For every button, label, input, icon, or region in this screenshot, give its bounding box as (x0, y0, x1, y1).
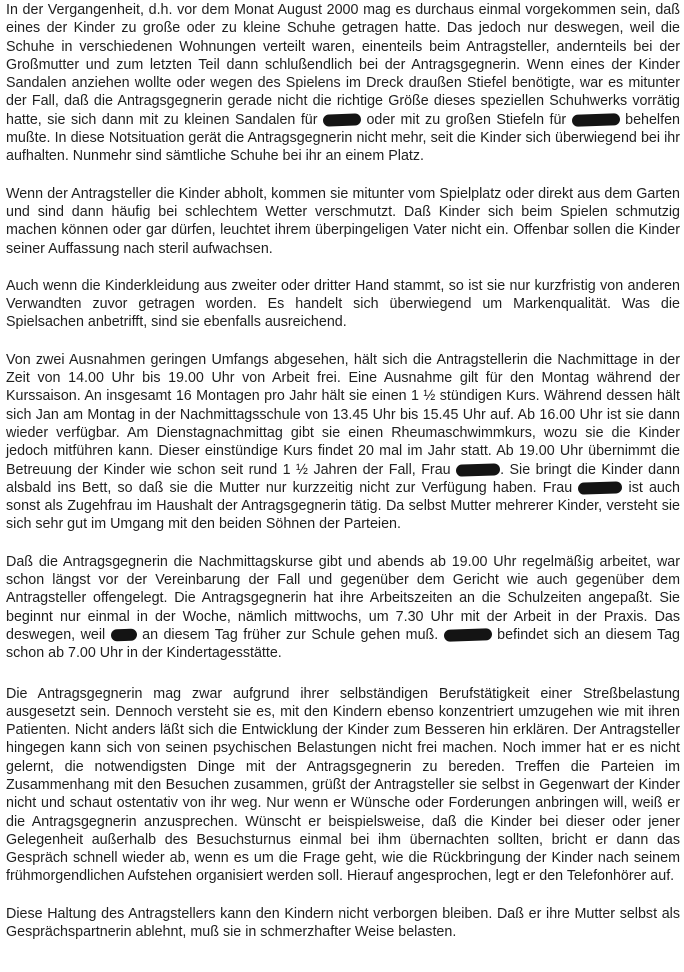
paragraph-gap (6, 332, 680, 351)
paragraph-text: Von zwei Ausnahmen geringen Umfangs abgesehen, hält sich die Antragstellerin die Nachmittage in der Zeit von 14.00 Uhr bis 19.00 Uhr von Arbeit frei. Eine Ausnahme gilt für den Montag während der Kurssaison. An insgesamt 16 Montagen pro Jahr hält sie einen 1 ½ stündigen Kurs. Während dessen hält sich Jan am Montag in der Nachmittagsschule von 13.45 Uhr bis 15.45 Uhr auf. Ab 16.00 Uhr ist sie dann wieder verfügbar. Am Dienstagnachmittag gibt sie einen Rheumaschwimmkurs, wozu sie die Kinder jedoch mitführen kann. Dieser einstündige Kurs findet 20 mal im Jahr statt. Ab 19.00 Uhr übernimmt die Betreuung der Kinder wie schon seit rund 1 ½ Jahren der Fall, Frau (6, 351, 680, 478)
redaction-mark (444, 628, 492, 642)
redaction-mark (578, 481, 622, 495)
paragraph-attitude (6, 905, 680, 942)
paragraph-gap (6, 258, 680, 277)
redaction-mark (571, 113, 619, 127)
paragraph-text: Diese Haltung des Antragstellers kann den Kindern nicht verborgen bleiben. Daß er ihre Mutter selbst als Gesprächspartnerin ablehnt, muß sie in schmerzhafter Weise belasten. (6, 905, 680, 941)
redaction-mark (456, 463, 500, 477)
paragraph-text: ist auch sonst als Zugehfrau im Haushalt der Antragsgegnerin tätig. Da selbst Mutter mehrerer Kinder, versteht sie sich sehr gut im Umgang mit den beiden Söhnen der Parteien. (6, 479, 680, 533)
paragraph-text: . Sie bringt die Kinder dann alsbald ins Bett, so daß sie die Mutter nur kurzzeitig nicht zur Verfügung haben. Frau (6, 461, 680, 496)
paragraph-text: befindet sich an diesem Tag schon ab 7.00 Uhr in der Kindertagesstätte. (6, 626, 680, 662)
paragraph-text: Die Antragsgegnerin mag zwar aufgrund ihrer selbständigen Berufstätigkeit einer Streßbelastung ausgesetzt sein. Dennoch versteht sie es, mit den Kindern ebenso konzentriert umzugehen wie mit ihren Patienten. Nicht anders läßt sich die Entwicklung der Kinder zum Besseren hin erklären. Der Antragsteller hingegen kann sich von seinen psychischen Belastungen nicht frei machen. Noch immer hat er es nicht gelernt, die notwendigsten Dinge mit der Antragsgegnerin zu bereden. Treffen die Parteien im Zusammenhang mit den Besuchen zusammen, grüßt der Antragsteller sie selbst in Gegenwart der Kinder nicht und schaut ostentativ von ihr weg. Nur wenn er Wünsche oder Forderungen anbringen will, weiß er die Antragsgegnerin anzusprechen. Wünscht er beispielsweise, daß die Kinder bei dieser oder jener Gelegenheit außerhalb des Besuchsturnus einmal bei ihm übernachten sollten, bricht er dann das Gespräch schnell wieder ab, wenn es um die Frage geht, wie die Rückbringung der Kinder nach seinem frühmorgendlichen Aufstehen organisiert werden soll. Hierauf angesprochen, legt er den Telefonhörer auf. (6, 685, 680, 885)
paragraph-text: Auch wenn die Kinderkleidung aus zweiter oder dritter Hand stammt, so ist sie nur kurzfristig von anderen Verwandten zuvor getragen worden. Es handelt sich überwiegend um Markenqualität. Was die Spielsachen anbetrifft, sind sie ebenfalls ausreichend. (6, 277, 680, 331)
paragraph-text: oder mit zu großen Stiefeln für (366, 111, 567, 128)
paragraph-pickup (6, 185, 680, 258)
paragraph-text: Daß die Antragsgegnerin die Nachmittagskurse gibt und abends ab 19.00 Uhr regelmäßig arbeitet, war schon längst vor der Vereinbarung der Fall und gegenüber dem Gericht wie auch gegenüber dem Antragsteller offengelegt. Die Antragsgegnerin hat ihre Arbeitszeiten an die Schulzeiten angepaßt. Sie beginnt nur einmal in der Woche, nämlich mittwochs, um 7.30 Uhr mit der Arbeit in der Praxis. Das deswegen, weil (6, 553, 680, 643)
redaction-mark (110, 628, 136, 641)
paragraph-clothing (6, 277, 680, 332)
document-page (6, 1, 680, 941)
paragraph-text: behelfen mußte. In diese Notsituation gerät die Antragsgegnerin nicht mehr, seit die Kinder sich überwiegend bei ihr aufhalten. Nunmehr sind sämtliche Schuhe bei ihr an einem Platz. (6, 111, 680, 165)
paragraph-text: an diesem Tag früher zur Schule gehen muß. (142, 626, 439, 643)
paragraph-text: Wenn der Antragsteller die Kinder abholt, kommen sie mitunter vom Spielplatz oder direkt aus dem Garten und sind dann häufig bei schlechtem Wetter verschmutzt. Daß Kinder sich beim Spielen schmutzig machen können oder gar dürfen, leuchtet ihrem überpingeligen Vater nicht ein. Offenbar sollen die Kinder seiner Auffassung nach steril aufwachsen. (6, 185, 680, 257)
paragraph-shoes (6, 1, 680, 166)
paragraph-stress (6, 685, 680, 886)
paragraph-schedule (6, 351, 680, 534)
paragraph-work-hours (6, 553, 680, 663)
paragraph-gap (6, 166, 680, 185)
paragraph-gap (6, 886, 680, 905)
paragraph-gap (6, 534, 680, 553)
redaction-mark (323, 113, 361, 126)
paragraph-text: In der Vergangenheit, d.h. vor dem Monat August 2000 mag es durchaus einmal vorgekommen sein, daß eines der Kinder zu große oder zu kleine Schuhe getragen hatte. Das jedoch nur deswegen, weil die Schuhe in verschiedenen Wohnungen verteilt waren, einenteils beim Antragsteller, andernteils bei der Großmutter und zum letzten Teil dann schlußendlich bei der Antragsgegnerin. Wenn eines der Kinder Sandalen anziehen wollte oder wegen des Spielens im Dreck draußen Stiefel benötigte, war es mitunter der Fall, daß die Antragsgegnerin gerade nicht die richtige Größe dieses speziellen Schuhwerks vorrätig hatte, sie sich dann mit zu kleinen Sandalen für (6, 2, 680, 128)
paragraph-gap (6, 663, 680, 685)
